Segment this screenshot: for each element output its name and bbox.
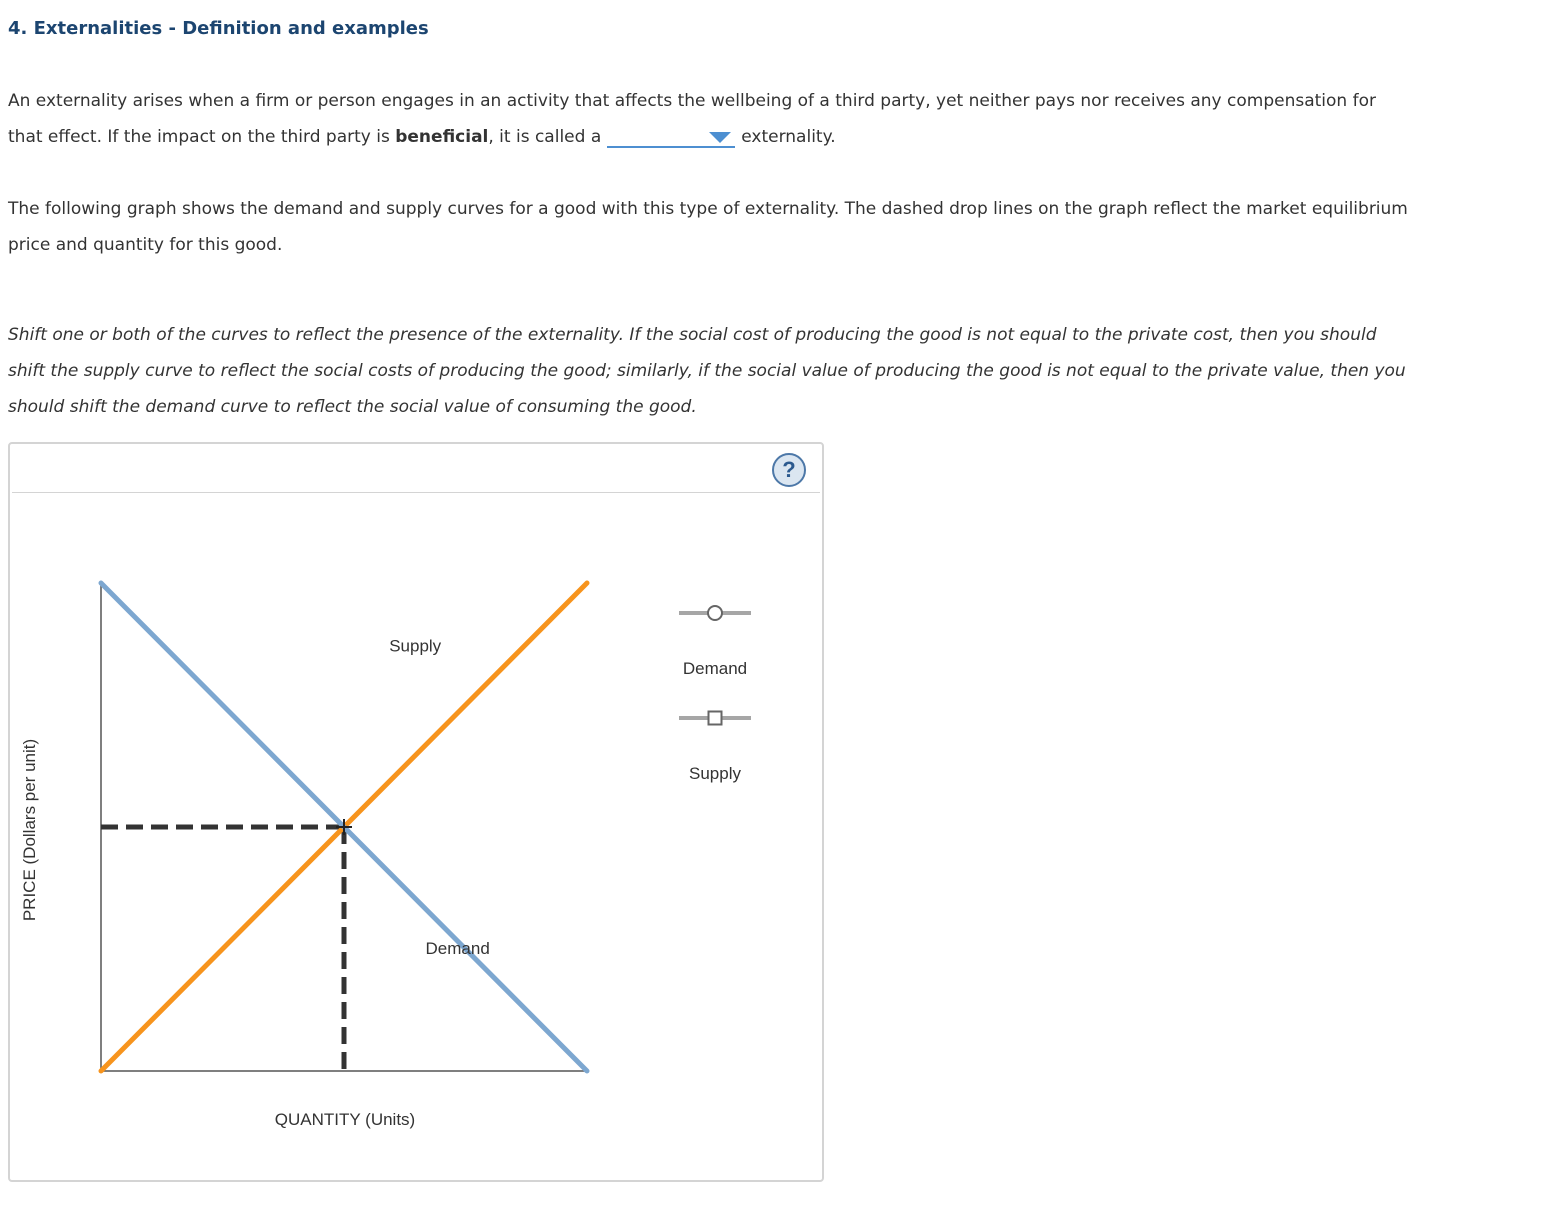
legend-supply-label: Supply — [689, 764, 741, 783]
graph-description: The following graph shows the demand and supply curves for a good with this type of externality. The dashed drop lines on the graph reflect the market equilibrium price and quantity for this good. — [8, 199, 1408, 255]
intro-text-3: externality. — [741, 127, 836, 147]
instructions: Shift one or both of the curves to reflect the presence of the externality. If the social cost of producing the good is not equal to the private cost, then you should shift the supply curve to reflect the social costs of producing the good; similarly, if the social value of producing the good is not equal to the private value, then you should shift the demand curve to reflect the social value of consuming the good. — [8, 325, 1406, 417]
supply-curve-label: Supply — [389, 636, 442, 656]
question-title: 4. Externalities - Definition and examples — [8, 18, 429, 39]
help-icon[interactable]: ? — [772, 453, 806, 487]
intro-text-1: An externality arises when a firm or person engages in an activity that affects the wellbeing of a third party, yet neither pays nor receives any compensation for that effect. If the impact on the third party is — [8, 91, 1376, 147]
square-handle-icon[interactable] — [709, 712, 722, 725]
demand-curve-label: Demand — [425, 938, 490, 958]
circle-handle-icon[interactable] — [708, 606, 722, 620]
x-axis-label: QUANTITY (Units) — [274, 1110, 416, 1129]
y-axis-label: PRICE (Dollars per unit) — [20, 738, 39, 922]
legend-demand-label: Demand — [682, 659, 748, 678]
intro-text-2: , it is called a — [488, 127, 602, 147]
intro-bold-word: beneficial — [395, 127, 489, 147]
